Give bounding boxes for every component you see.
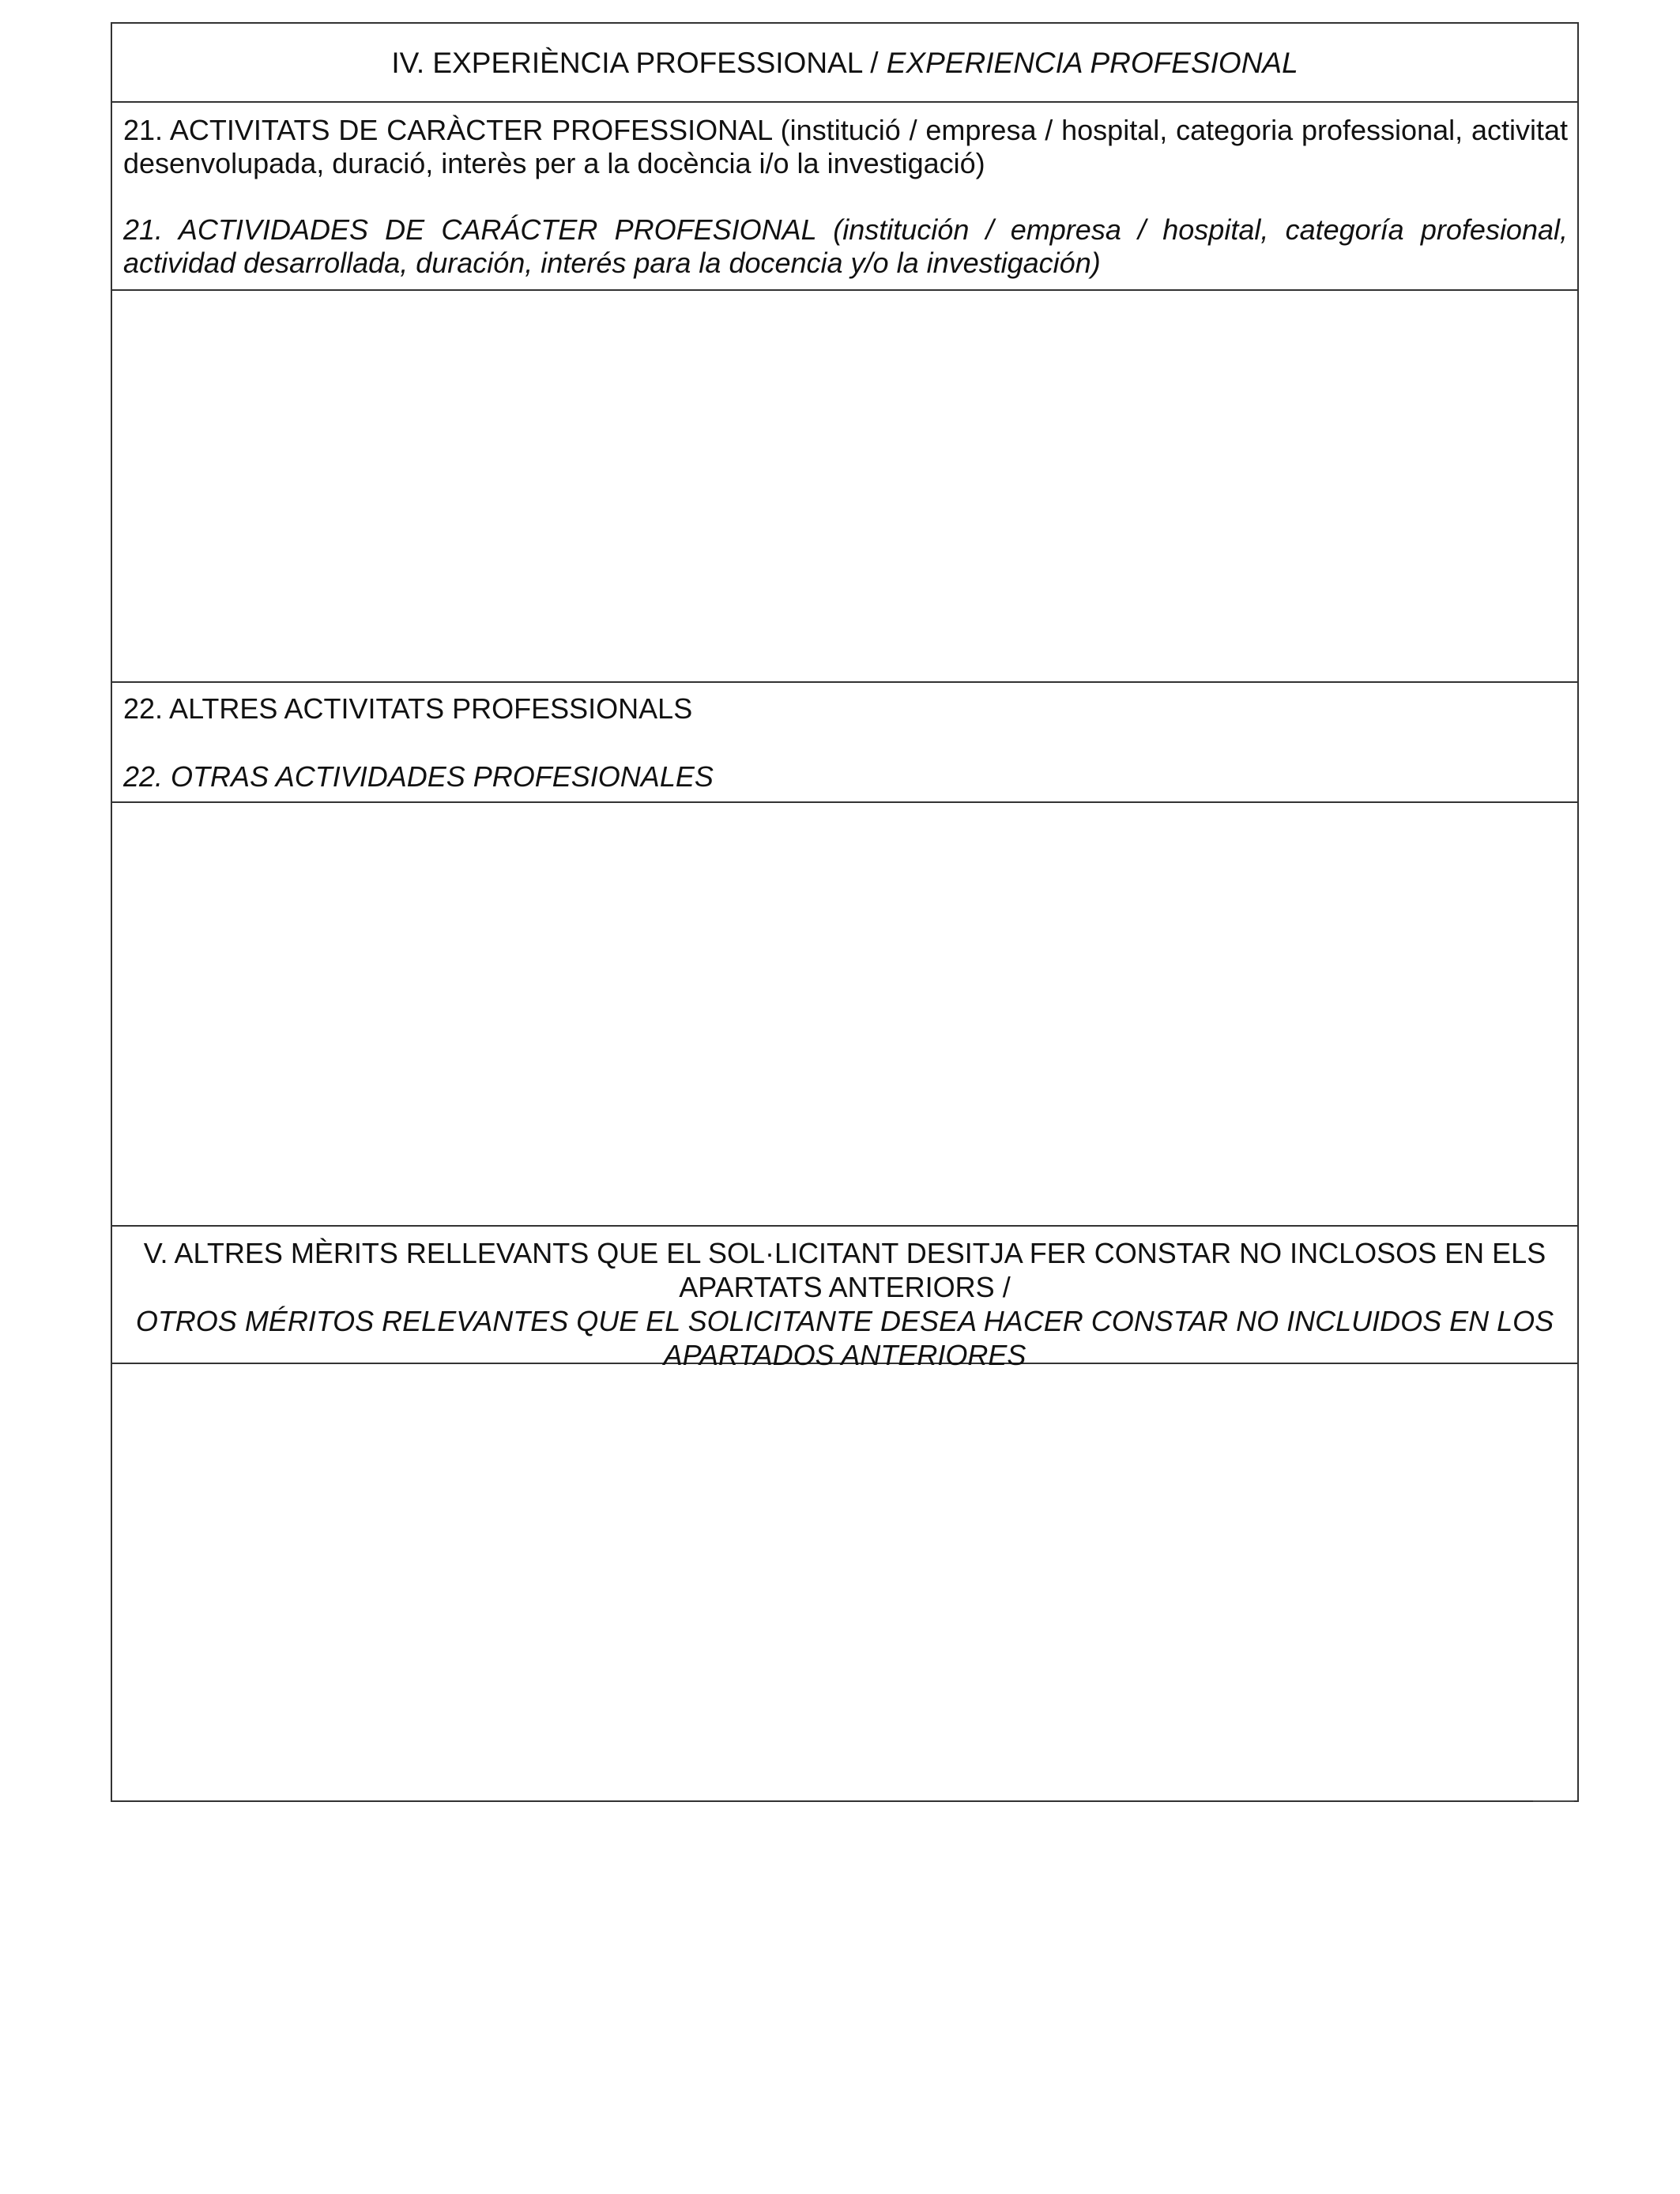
item-21-label (112, 103, 1577, 291)
section-v-line1-ca: V. ALTRES MÈRITS RELLEVANTS QUE EL SOL·LICITANT DESITJA FER CONSTAR NO INCLOSOS EN ELS (143, 1237, 1546, 1269)
section-iv-title-ca: IV. EXPERIÈNCIA PROFESSIONAL / (391, 47, 887, 79)
section-v-header (112, 1227, 1577, 1371)
professional-experience-form (111, 22, 1579, 1802)
item-21-answer-field[interactable] (112, 291, 1577, 683)
section-iv-title-es: EXPERIENCIA PROFESIONAL (886, 47, 1298, 79)
item-22-answer-field[interactable] (112, 803, 1577, 1227)
section-v-answer-field[interactable] (112, 1364, 1577, 1802)
section-iv-header (112, 24, 1577, 103)
item-21-text-ca: 21. ACTIVITATS DE CARÀCTER PROFESSIONAL (institució / empresa / hospital, categoria professional, activitat desenvolupada, duració, interès per a la docència i/o la investigació) (123, 114, 1568, 179)
page-edge-mark (1533, 1800, 1574, 1802)
item-22-text-ca: 22. ALTRES ACTIVITATS PROFESSIONALS (123, 692, 693, 725)
item-21-text-es: 21. ACTIVIDADES DE CARÁCTER PROFESIONAL (institución / empresa / hospital, categoría profesional, actividad desarrollada, duración, interés para la docencia y/o la investigación) (123, 213, 1568, 279)
item-22-label (112, 683, 1577, 803)
item-22-text-es: 22. OTRAS ACTIVIDADES PROFESIONALES (123, 760, 714, 793)
section-v-line2-es: APARTADOS ANTERIORES (663, 1339, 1026, 1371)
section-v-line2-ca: APARTATS ANTERIORS / (679, 1271, 1011, 1303)
section-v-line1-es: OTROS MÉRITOS RELEVANTES QUE EL SOLICITANTE DESEA HACER CONSTAR NO INCLUIDOS EN LOS (135, 1305, 1554, 1337)
